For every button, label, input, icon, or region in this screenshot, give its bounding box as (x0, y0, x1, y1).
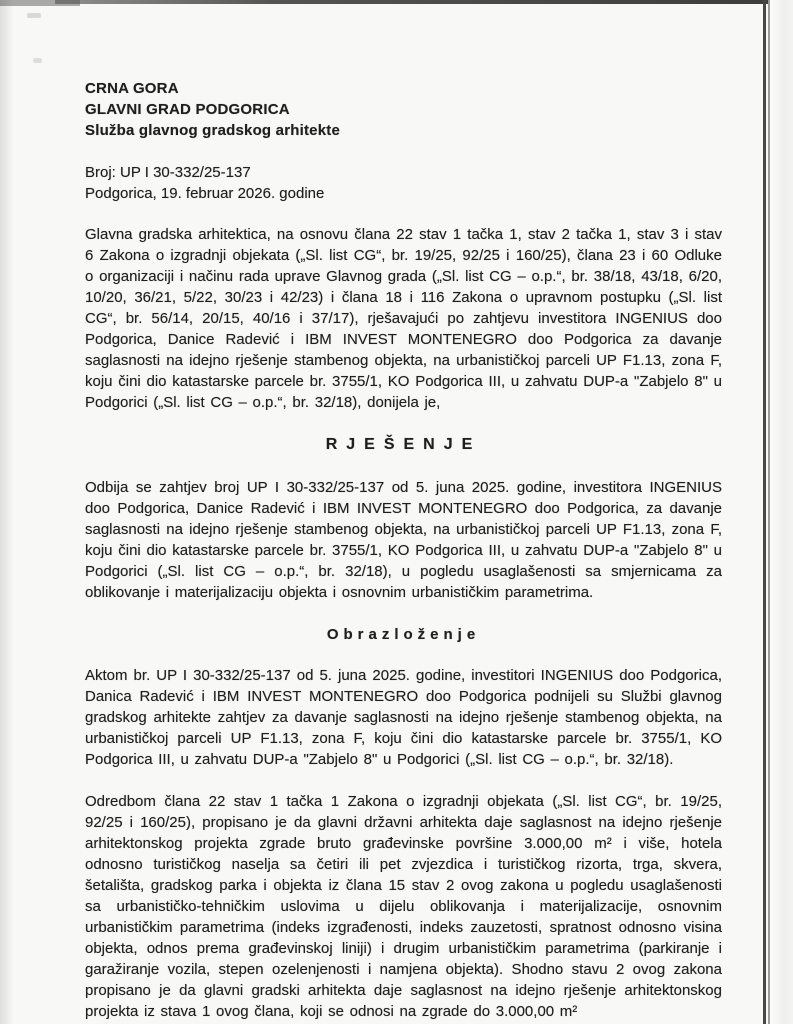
preamble-paragraph: Glavna gradska arhitektica, na osnovu člana 22 stav 1 tačka 1, stav 2 tačka 1, stav 3 i stav 6 Zakona o izgradnji objekata („Sl. list CG“, br. 19/25, 92/25 i 160/25), člana 23 i 60 Odluke o organizaciji i načinu rada uprave Glavnog grada („Sl. list CG – o.p.“, br. 38/18, 43/18, 6/20, 10/20, 36/21, 5/22, 30/23 i 42/23) i člana 18 i 116 Zakona o upravnom postupku („Sl. list CG“, br. 56/14, 20/15, 40/16 i 37/17), rješavajući po zahtjevu investitora INGENIUS doo Podgorica, Danice Radević i IBM INVEST MONTENEGRO doo Podgorica za davanje saglasnosti na idejno rješenje stambenog objekta, na urbanističkoj parceli UP F1.13, zona F, koju čini dio katastarske parcele br. 3755/1, KO Podgorica III, u zahvatu DUP-a "Zabjelo 8" u Podgorici („Sl. list CG – o.p.“, br. 32/18), donijela je, (85, 226, 722, 411)
scan-noise-smudge (33, 58, 42, 63)
document-content (85, 78, 722, 1024)
scan-left-shadow (0, 0, 14, 1024)
decision-paragraph: Odbija se zahtjev broj UP I 30-332/25-137 od 5. juna 2025. godine, investitora INGENIUS doo Podgorica, Danice Radević i IBM INVEST MONTENEGRO doo Podgorica, za davanje saglasnosti na idejno rješenje stambenog objekta, na urbanističkoj parceli UP F1.13, zona F, koju čini dio katastarske parcele br. 3755/1, KO Podgorica III, u zahvatu DUP-a "Zabjelo 8" u Podgorici („Sl. list CG – o.p.“, br. 32/18), u pogledu usaglašenosti sa smjernicama za oblikovanje i materijalizaciju objekta i osnovnim urbanističkim parametrima. (85, 479, 722, 601)
letterhead-country: CRNA GORA (85, 80, 179, 97)
rationale-paragraph: Aktom br. UP I 30-332/25-137 od 5. juna 2025. godine, investitori INGENIUS doo Podgorica, Danica Radević i IBM INVEST MONTENEGRO doo Podgorica podnijeli su Službi glavnog gradskog arhitekte zahtjev za davanje saglasnosti na idejno rješenje stambenog objekta, na urbanističkoj parceli UP F1.13, zona F, koju čini dio katastarske parcele br. 3755/1, KO Podgorica III, u zahvatu DUP-a "Zabjelo 8" u Podgorici („Sl. list CG – o.p.“, br. 32/18). (85, 667, 722, 768)
rationale-heading: Obrazloženje (326, 626, 481, 643)
scan-right-margin-strip (769, 0, 793, 1024)
decision-title: RJEŠENJE (325, 436, 482, 453)
scan-right-edge-line (763, 0, 766, 1024)
reference-place-date: Podgorica, 19. februar 2026. godine (85, 185, 325, 202)
scan-right-edge-line-secondary (768, 0, 770, 1024)
letterhead (85, 78, 722, 141)
scan-top-edge-line (55, 0, 793, 4)
reference-number: Broj: UP I 30-332/25-137 (85, 164, 251, 181)
scan-noise-smudge (27, 13, 41, 18)
letterhead-city: GLAVNI GRAD PODGORICA (85, 101, 290, 118)
reference-block (85, 162, 722, 204)
letterhead-office: Služba glavnog gradskog arhitekte (85, 122, 340, 139)
rationale-paragraph: Odredbom člana 22 stav 1 tačka 1 Zakona o izgradnji objekata („Sl. list CG“, br. 19/25, 92/25 i 160/25), propisano je da glavni državni arhitekta daje saglasnost na idejno rješenje arhitektonskog projekta zgrade bruto građevinske površine 3.000,00 m² i više, hotela odnosno turističkog naselja sa četiri ili pet zvjezdica i turističkog rizorta, trga, skvera, šetališta, gradskog parka i objekta iz člana 15 stav 2 ovog zakona u pogledu usaglašenosti sa urbanističko-tehničkim uslovima u dijelu oblikovanja i materijalizacije, osnovnim urbanističkim parametrima (indeks izgrađenosti, indeks zauzetosti, spratnost odnosno visina objekta, odnos prema građevinskoj liniji) i drugim urbanističkim parametrima (parkiranje i garažiranje vozila, stepen ozelenjenosti i namjena objekta). Shodno stavu 2 ovog zakona propisano je da glavni gradski arhitekta daje saglasnost na idejno rješenje arhitektonskog projekta iz stava 1 ovog člana, koji se odnosi na zgrade do 3.000,00 m² (85, 793, 722, 1020)
